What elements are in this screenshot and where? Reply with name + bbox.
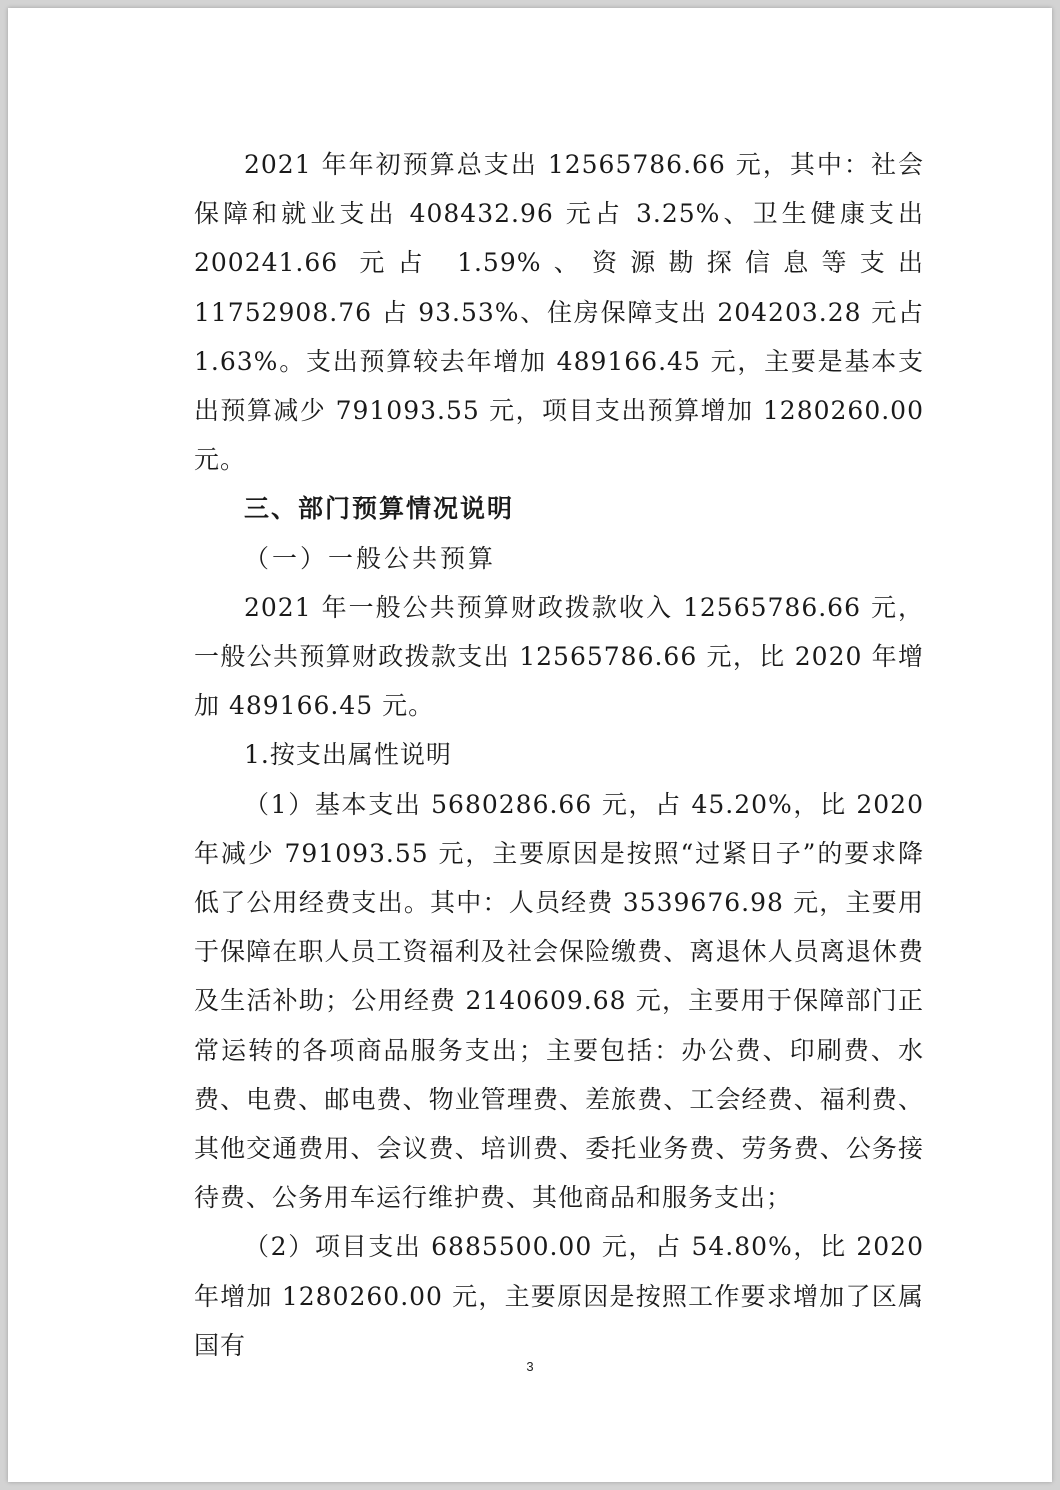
document-page xyxy=(8,8,1052,1482)
item-heading-expenditure-attribute: 1.按支出属性说明 xyxy=(244,740,452,770)
document-body xyxy=(194,140,924,1370)
subsection-heading-general-public-budget: （一）一般公共预算 xyxy=(244,543,497,573)
paragraph-general-public-budget: 2021 年一般公共预算财政拨款收入 12565786.66 元，一般公共预算财政拨款支出 12565786.66 元，比 2020 年增加 489166.45 元。 xyxy=(194,592,924,721)
paragraph-basic-expenditure: （1）基本支出 5680286.66 元，占 45.20%，比 2020 年减少 791093.55 元，主要原因是按照“过紧日子”的要求降低了公用经费支出。其中：人员经费 3539676.98 元，主要用于保障在职人员工资福利及社会保险缴费、离退休人员离退休费及生活补助；公用经费 2140609.68 元，主要用于保障部门正常运转的各项商品服务支出；主要包括：办公费、印刷费、水费、电费、邮电费、物业管理费、差旅费、工会经费、福利费、其他交通费用、会议费、培训费、委托业务费、劳务费、公务接待费、公务用车运行维护费、其他商品和服务支出； xyxy=(194,789,924,1213)
paragraph-project-expenditure: （2）项目支出 6885500.00 元，占 54.80%，比 2020 年增加 1280260.00 元，主要原因是按照工作要求增加了区属国有 xyxy=(194,1232,924,1360)
paragraph-budget-summary: 2021 年年初预算总支出 12565786.66 元，其中：社会保障和就业支出 408432.96 元占 3.25%、卫生健康支出 200241.66 元占 1.59%、资源勘探信息等支出 11752908.76 占 93.53%、住房保障支出 204203.28 元占 1.63%。支出预算较去年增加 489166.45 元，主要是基本支出预算减少 791093.55 元，项目支出预算增加 1280260.00 元。 xyxy=(194,150,924,475)
page-number: 3 xyxy=(526,1359,534,1374)
section-heading-department-budget: 三、部门预算情况说明 xyxy=(244,494,515,524)
